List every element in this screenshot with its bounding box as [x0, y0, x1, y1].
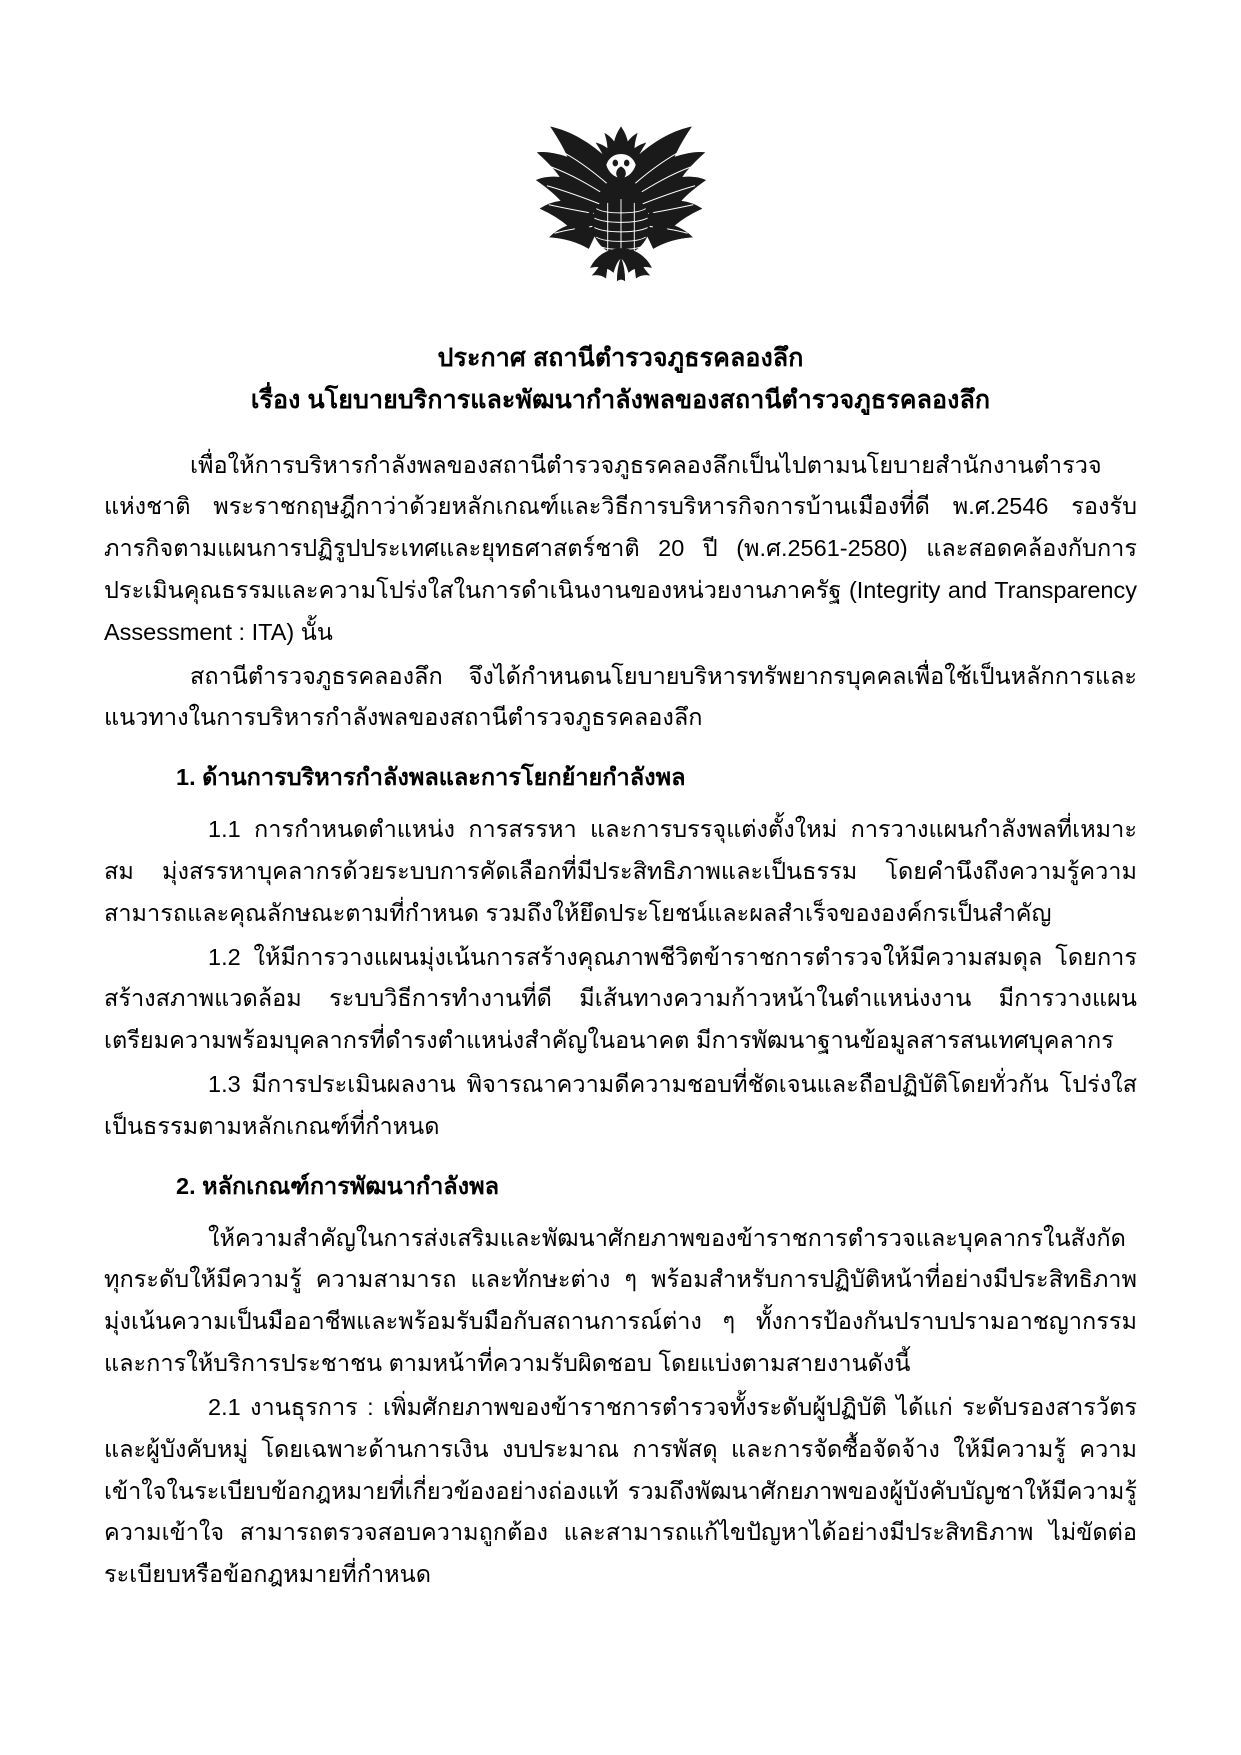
- emblem-container: [104, 106, 1137, 296]
- section-1-item-2: 1.2 ให้มีการวางแผนมุ่งเน้นการสร้างคุณภาพชีวิตข้าราชการตำรวจให้มีความสมดุล โดยการสร้างสภาพแวดล้อม ระบบวิธีการทำงานที่ดี มีเส้นทางความก้าวหน้าในตำแหน่งงาน มีการวางแผนเตรียมความพร้อมบุคลากรที่ดำรงตำแหน่งสำคัญในอนาคต มีการพัฒนาฐานข้อมูลสารสนเทศบุคลากร: [104, 943, 1137, 1054]
- section-heading-1: 1. ด้านการบริหารกำลังพลและการโยกย้ายกำลังพล: [176, 764, 686, 791]
- section-1-item-1: 1.1 การกำหนดตำแหน่ง การสรรหา และการบรรจุแต่งตั้งใหม่ การวางแผนกำลังพลที่เหมาะสม มุ่งสรรหาบุคลากรด้วยระบบการคัดเลือกที่มีประสิทธิภาพและเป็นธรรม โดยคำนึงถึงความรู้ความสามารถและคุณลักษณะตามที่กำหนด รวมถึงให้ยึดประโยชน์และผลสำเร็จขององค์กรเป็นสำคัญ: [104, 816, 1137, 926]
- intro-paragraph-2: สถานีตำรวจภูธรคลองลึก จึงได้กำหนดนโยบายบริหารทรัพยากรบุคคลเพื่อใช้เป็นหลักการและแนวทางในการบริหารกำลังพลของสถานีตำรวจภูธรคลองลึก: [104, 662, 1137, 731]
- garuda-emblem: [526, 106, 716, 296]
- section-1-item-3: 1.3 มีการประเมินผลงาน พิจารณาความดีความชอบที่ชัดเจนและถือปฏิบัติโดยทั่วกัน โปร่งใส เป็นธรรมตามหลักเกณฑ์ที่กำหนด: [104, 1071, 1137, 1139]
- section-2-intro: ให้ความสำคัญในการส่งเสริมและพัฒนาศักยภาพของข้าราชการตำรวจและบุคลากรในสังกัดทุกระดับให้มีความรู้ ความสามารถ และทักษะต่าง ๆ พร้อมสำหรับการปฏิบัติหน้าที่อย่างมีประสิทธิภาพ มุ่งเน้นความเป็นมืออาชีพและพร้อมรับมือกับสถานการณ์ต่าง ๆ ทั้งการป้องกันปราบปรามอาชญากรรม และการให้บริการประชาชน ตามหน้าที่ความรับผิดชอบ โดยแบ่งตามสายงานดังนี้: [104, 1224, 1137, 1377]
- page-subtitle: เรื่อง นโยบายบริการและพัฒนากำลังพลของสถานีตำรวจภูธรคลองลึก: [250, 386, 991, 415]
- section-heading-2: 2. หลักเกณฑ์การพัฒนากำลังพล: [176, 1172, 500, 1199]
- page-title: ประกาศ สถานีตำรวจภูธรคลองลึก: [437, 344, 804, 372]
- intro-paragraph-1: เพื่อให้การบริหารกำลังพลของสถานีตำรวจภูธรคลองลึกเป็นไปตามนโยบายสำนักงานตำรวจแห่งชาติ พระราชกฤษฎีกาว่าด้วยหลักเกณฑ์และวิธีการบริหารกิจการบ้านเมืองที่ดี พ.ศ.2546 รองรับภารกิจตามแผนการปฏิรูปประเทศและยุทธศาสตร์ชาติ 20 ปี (พ.ศ.2561-2580) และสอดคล้องกับการประเมินคุณธรรมและความโปร่งใสในการดำเนินงานของหน่วยงานภาครัฐ (Integrity and Transparency Assessment : ITA) นั้น: [104, 451, 1137, 645]
- section-2-item-1: 2.1 งานธุรการ : เพิ่มศักยภาพของข้าราชการตำรวจทั้งระดับผู้ปฏิบัติ ได้แก่ ระดับรองสารวัตรและผู้บังคับหมู่ โดยเฉพาะด้านการเงิน งบประมาณ การพัสดุ และการจัดซื้อจัดจ้าง ให้มีความรู้ ความเข้าใจในระเบียบข้อกฎหมายที่เกี่ยวข้องอย่างถ่องแท้ รวมถึงพัฒนาศักยภาพของผู้บังคับบัญชาให้มีความรู้ความเข้าใจ สามารถตรวจสอบความถูกต้อง และสามารถแก้ไขปัญหาได้อย่างมีประสิทธิภาพ ไม่ขัดต่อระเบียบหรือข้อกฎหมายที่กำหนด: [104, 1393, 1137, 1588]
